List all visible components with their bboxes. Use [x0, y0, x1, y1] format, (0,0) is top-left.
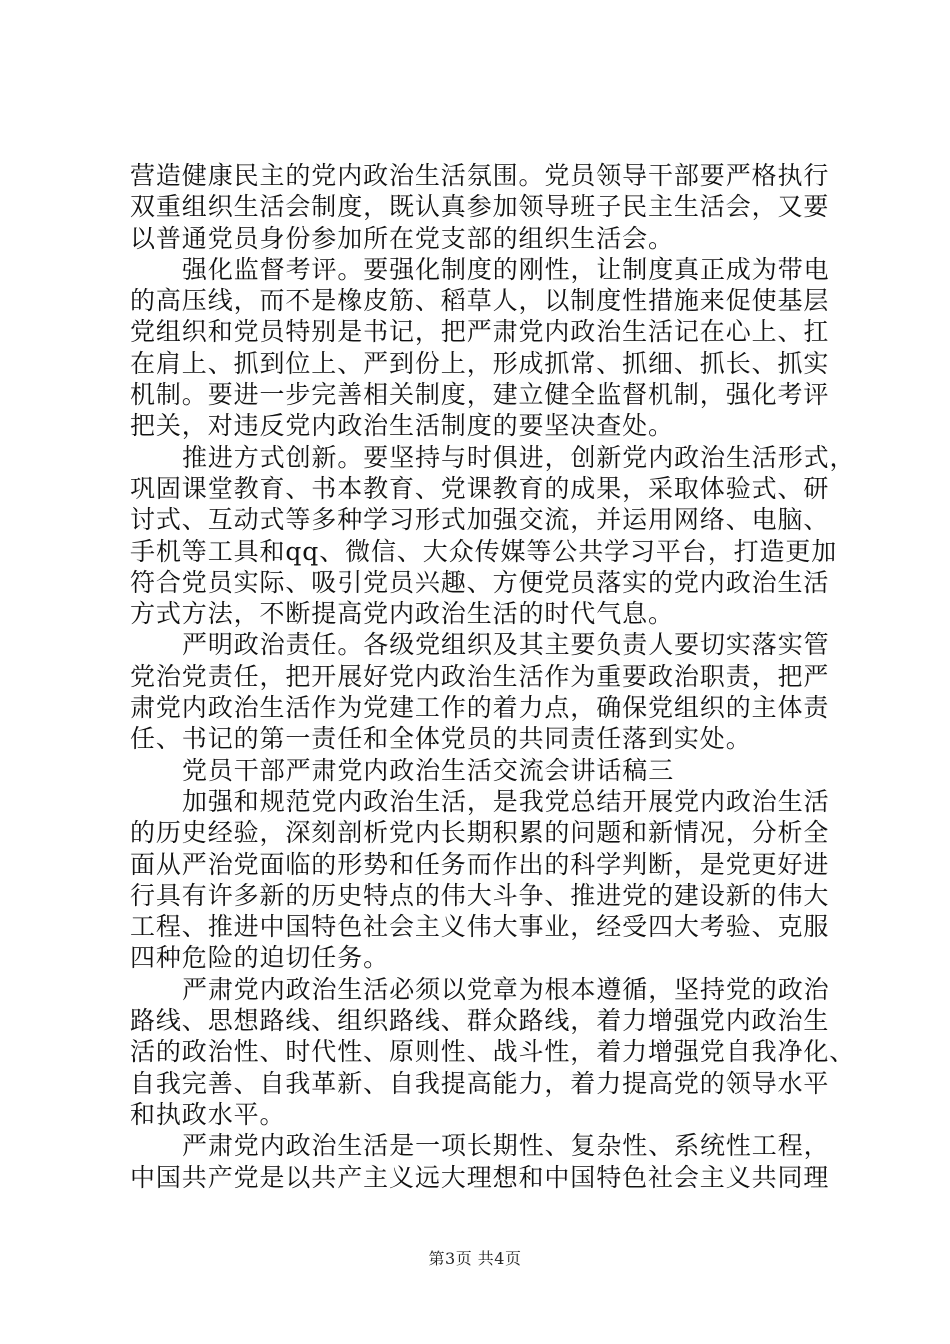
text-line: 任、书记的第一责任和全体党员的共同责任落到实处。 — [130, 724, 752, 754]
text-line: 行具有许多新的历史特点的伟大斗争、推进党的建设新的伟大 — [130, 880, 830, 910]
text-line: 双重组织生活会制度，既认真参加领导班子民主生活会，又要 — [130, 192, 830, 222]
text-line: 方式方法，不断提高党内政治生活的时代气息。 — [130, 599, 674, 629]
text-line: 党治党责任，把开展好党内政治生活作为重要政治职责，把严 — [130, 661, 830, 691]
text-line: 手机等工具和qq、微信、大众传媒等公共学习平台，打造更加 — [130, 536, 838, 566]
text-line: 工程、推进中国特色社会主义伟大事业，经受四大考验、克服 — [130, 912, 830, 942]
text-line: 推进方式创新。要坚持与时俱进，创新党内政治生活形式， — [182, 442, 856, 472]
text-line: 营造健康民主的党内政治生活氛围。党员领导干部要严格执行 — [130, 161, 830, 190]
text-line: 严肃党内政治生活是一项长期性、复杂性、系统性工程， — [182, 1131, 830, 1161]
text-line: 面从严治党面临的形势和任务而作出的科学判断，是党更好进 — [130, 849, 830, 879]
text-line: 的高压线，而不是橡皮筋、稻草人，以制度性措施来促使基层 — [130, 286, 830, 316]
text-line: 和执政水平。 — [130, 1099, 286, 1129]
text-line: 路线、思想路线、组织路线、群众路线，着力增强党内政治生 — [130, 1006, 830, 1036]
text-line: 四种危险的迫切任务。 — [130, 943, 390, 973]
text-line: 中国共产党是以共产主义远大理想和中国特色社会主义共同理 — [130, 1162, 830, 1192]
text-line: 讨式、互动式等多种学习形式加强交流，并运用网络、电脑、 — [130, 505, 830, 535]
text-line: 严明政治责任。各级党组织及其主要负责人要切实落实管 — [182, 630, 830, 660]
page-footer: 第3页 共4页 — [428, 1249, 522, 1268]
text-line: 强化监督考评。要强化制度的刚性，让制度真正成为带电 — [182, 254, 830, 284]
text-line: 的历史经验，深刻剖析党内长期积累的问题和新情况，分析全 — [130, 818, 830, 848]
text-line: 机制。要进一步完善相关制度，建立健全监督机制，强化考评 — [130, 380, 830, 410]
text-line: 自我完善、自我革新、自我提高能力，着力提高党的领导水平 — [130, 1068, 830, 1098]
text-line: 以普通党员身份参加所在党支部的组织生活会。 — [130, 223, 674, 253]
text-line: 巩固课堂教育、书本教育、党课教育的成果，采取体验式、研 — [130, 473, 830, 503]
text-line: 党组织和党员特别是书记，把严肃党内政治生活记在心上、扛 — [130, 317, 830, 347]
text-line: 把关，对违反党内政治生活制度的要坚决查处。 — [130, 411, 674, 441]
text-line: 严肃党内政治生活必须以党章为根本遵循，坚持党的政治 — [182, 974, 830, 1004]
text-line: 在肩上、抓到位上、严到份上，形成抓常、抓细、抓长、抓实 — [130, 348, 830, 378]
text-line: 活的政治性、时代性、原则性、战斗性，着力增强党自我净化、 — [130, 1037, 856, 1067]
text-line: 党员干部严肃党内政治生活交流会讲话稿三 — [182, 755, 675, 785]
text-line: 肃党内政治生活作为党建工作的着力点，确保党组织的主体责 — [130, 693, 830, 723]
document-body — [130, 160, 870, 1193]
text-line: 符合党员实际、吸引党员兴趣、方便党员落实的党内政治生活 — [130, 567, 830, 597]
text-line: 加强和规范党内政治生活，是我党总结开展党内政治生活 — [182, 786, 830, 816]
